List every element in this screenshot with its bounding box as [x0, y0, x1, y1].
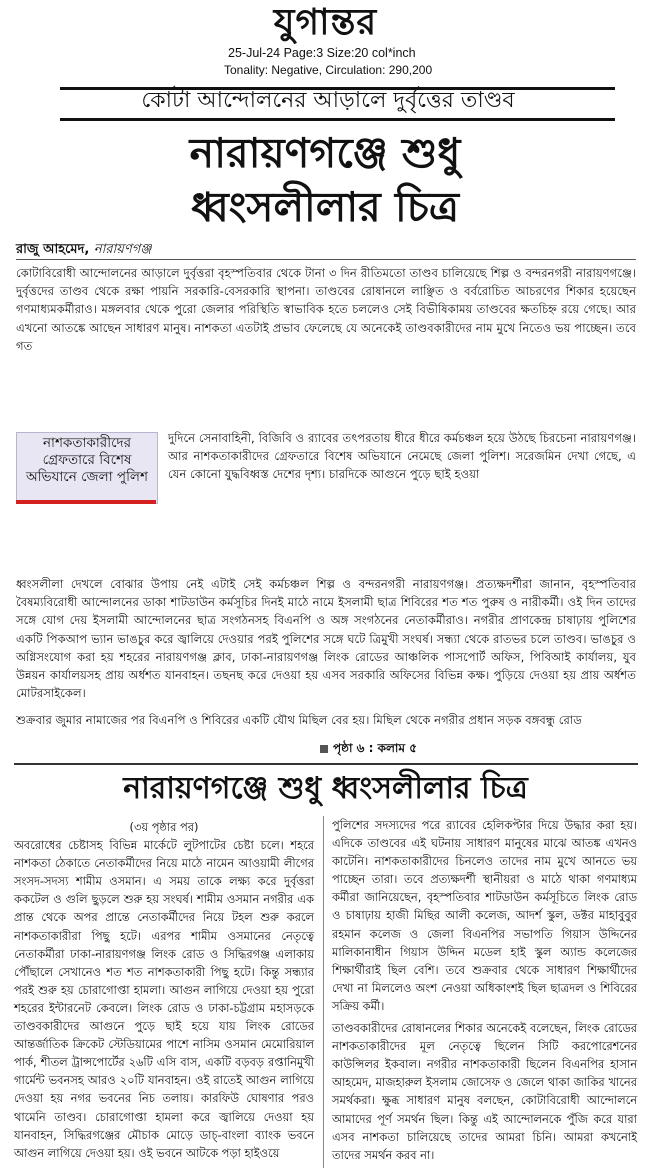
- newspaper-masthead: যুগান্তর: [273, 1, 378, 43]
- pull-quote-box: নাশকতাকারীদের গ্রেফতারে বিশেষ অভিযানে জেলা পুলিশ: [16, 432, 158, 504]
- continuation-headline: নারায়ণগঞ্জে শুধু ধ্বংসলীলার চিত্র: [123, 771, 528, 806]
- section-divider: [14, 763, 638, 765]
- clipping-meta-tonality: Tonality: Negative, Circulation: 290,200: [224, 63, 433, 77]
- column-divider: [323, 816, 324, 1168]
- pull-quote-red-rule: [16, 500, 156, 504]
- headline-line-2: ধ্বংসলীলার চিত্র: [190, 183, 459, 231]
- clipping-meta-date: 25-Jul-24 Page:3 Size:20 col*inch: [228, 46, 416, 60]
- byline: [16, 240, 151, 261]
- continuation-left-column: [14, 818, 314, 1162]
- byline-location: নারায়ণগঞ্জ: [93, 242, 152, 257]
- byline-rule: [16, 259, 636, 260]
- continuation-from-page: (৩য় পৃষ্ঠার পর): [129, 820, 199, 834]
- article-paragraph-3: ধ্বংসলীলা দেখলে বোঝার উপায় নেই এটাই সেই কর্মচঞ্চল শিল্প ও বন্দরনগরী নারায়ণগঞ্জ। প্রত্যক্ষদর্শীরা জানান, বৃহস্পতিবার বৈষম্যবিরোধী আন্দোলনের ডাকা শাটডাউন কর্মসূচির দিনই মাঠে নামে ইসলামী ছাত্র শিবিরের শত শত পুরুষ ও নারীকর্মী। ওই দিন তাদের সঙ্গে যোগ দেয় ইসলামী আন্দোলনের ছাত্র সংগঠনসহ বিএনপি ও অঙ্গ সংগঠনের নেতাকর্মীরাও। নগরীর প্রাণকেন্দ্র চাষাঢ়ায় পুলিশের একটি পিকআপ ভ্যান ভাঙচুর করে জ্বালিয়ে দেওয়ার পরই পুলিশের সঙ্গে ঘটে ত্রিমুখী সংঘর্ষ। সন্ধ্যা থেকে রাতভর চলে তাণ্ডব। ভাঙচুর ও অগ্নিসংযোগ করা হয় শহরের নারায়ণগঞ্জ ক্লাব, ঢাকা-নারায়ণগঞ্জ লিংক রোডের আঞ্চলিক পাসপোর্ট অফিস, পিবিআই কার্যালয়, যুব উন্নয়ন কার্যালয়সহ প্রায় অর্ধশত যানবাহন। তছনছ করে দেওয়া হয় এসব সরকারি অফিসের বিভিন্ন কক্ষ। পুড়িয়ে দেওয়া হয় প্রায় অর্ধশত মোটরসাইকেল।: [16, 577, 636, 701]
- continuation-right-column: [332, 816, 637, 1164]
- kicker-bottom-rule: [60, 118, 615, 121]
- continuation-right-text-1: পুলিশের সদস্যদের পরে র‌্যাবের হেলিকপ্টার দিয়ে উদ্ধার করা হয়। এদিকে তাণ্ডবের এই ঘটনায় সাধারণ মানুষের মাঝে আতঙ্ক এখনও কাটেনি। নাশকতাকারীদের চিনলেও তাদের নাম মুখে আনতে ভয় পাচ্ছেন তারা। তবে প্রত্যক্ষদর্শী স্থানীয়রা ও মাঠে থাকা গণমাধ্যম কর্মীরা জানিয়েছেন, বৃহস্পতিবার শাটডাউন কর্মসূচিতে লিংক রোড ও চাষাঢ়ায় হাজী মিছির আলী কলেজ, আদর্শ স্কুল, ডক্টর মাহাবুবুর রহমান কলেজ ও জেলা বিএনপির সভাপতি গিয়াস উদ্দিনের মালিকানাধীন গিয়াস উদ্দিন মডেল হাই স্কুল অ্যান্ড কলেজের শিক্ষার্থীরাই ছিল বেশি। তবে শুক্রবার থেকে সাধারণ শিক্ষার্থীদের দেখা না মিললেও অংশ নেওয়া অধিকাংশই ছিল ছাত্রদল ও শিবিরের সক্রিয় কর্মী।: [332, 818, 637, 1013]
- article-paragraph-2: দুদিনে সেনাবাহিনী, বিজিবি ও র‌্যাবের তৎপরতায় ধীরে ধীরে কর্মচঞ্চল হয়ে উঠছে চিরচেনা নারায়ণগঞ্জ। আর নাশকতাকারীদের গ্রেফতারে বিশেষ অভিযানে নেমেছে জেলা পুলিশ। সরেজমিন দেখা গেছে, এ যেন কোনো যুদ্ধবিধ্বস্ত দেশের দৃশ্য। চারদিকে আগুনে পুড়ে ছাই হওয়া: [168, 431, 636, 482]
- byline-name: রাজু আহমেদ,: [16, 242, 90, 257]
- article-paragraph-1: কোটাবিরোধী আন্দোলনের আড়ালে দুর্বৃত্তরা বৃহস্পতিবার থেকে টানা ৩ দিন রীতিমতো তাণ্ডব চালিয়েছে শিল্প ও বন্দরনগরী নারায়ণগঞ্জে। দুর্বৃত্তদের তাণ্ডব থেকে রক্ষা পায়নি সরকারি-বেসরকারি স্থাপনা। তাণ্ডবের রোষানলে লাঞ্ছিত ও বর্বরোচিত আচরণের শিকার হয়েছেন গণমাধ্যমকর্মীরাও। মঙ্গলবার থেকে পুরো জেলার পরিস্থিতি স্বাভাবিক হতে চললেও সেই বিভীষিকাময় তাণ্ডবের ক্ষতচিহ্ন রয়ে গেছে। আর এখনো আতঙ্কে আছেন সাধারণ মানুষ। নাশকতা এতটাই প্রভাব ফেলেছে যে অনেকেই তাণ্ডবকারীদের নাম মুখে নিতেও ভয় পাচ্ছেন। তবে গত: [16, 266, 636, 353]
- article-kicker: কোটা আন্দোলনের আড়ালে দুর্বৃত্তের তাণ্ডব: [141, 88, 515, 113]
- jump-text: পৃষ্ঠা ৬ : কলাম ৫: [333, 741, 418, 755]
- article-paragraph-4: শুক্রবার জুমার নামাজের পর বিএনপি ও শিবিরের একটি যৌথ মিছিল বের হয়। মিছিল থেকে নগরীর প্রধান সড়ক বঙ্গবন্ধু রোড: [16, 713, 582, 727]
- headline-line-1: নারায়ণগঞ্জে শুধু: [189, 129, 461, 177]
- article-headline: [20, 126, 630, 234]
- continuation-right-text-2: তাণ্ডবকারীদের রোষানলের শিকার অনেকেই বলেছেন, লিংক রোডের নাশকতাকারীদের মূল নেতৃত্বে ছিলেন সিটি করপোরেশনের কাউন্সিলর ইকবাল। নগরীর নাশকতাকারী ছিলেন বিএনপির হাসান আহমেদ, মাজহারুল ইসলাম জোসেফ ও জেলে থাকা জাকির খানের সমর্থকরা। ক্ষুব্ধ সাধারণ মানুষ বলছেন, কোটাবিরোধী আন্দোলনে আমাদের পূর্ণ সমর্থন ছিল। কিন্তু এই আন্দোলনকে পুঁজি করে যারা এসব নাশকতা চালিয়েছে তাদের আমরা চিনি। আমরা কখনোই তাদের সমর্থন করব না।: [332, 1021, 637, 1162]
- square-bullet-icon: [320, 745, 328, 753]
- continuation-left-text: অবরোধের চেষ্টাসহ বিভিন্ন মার্কেটে লুটপাটের চেষ্টা চলে। শহরে নাশকতা ঠেকাতে নেতাকর্মীদের নিয়ে মাঠে নামেন আওয়ামী লীগের সংসদ-সদস্য শামীম ওসমান। এ সময় তাকে লক্ষ্য করে দুর্বৃত্তরা ককটেল ও গুলি ছুড়লে শুরু হয় সংঘর্ষ। শামীম ওসমান নগরীর এক প্রান্ত থেকে অপর প্রান্তে নেতাকর্মীদের নিয়ে টহল শুরু করলে নাশকতাকারীরা পিছু হটে। এরপর শামীম ওসমানের নেতৃত্বে নেতাকর্মীরা ঢাকা-নারায়ণগঞ্জ লিংক রোড ও সিদ্ধিরগঞ্জ এলাকায় পৌঁছালে সেখানেও শত শত নাশকতাকারী পিছু হটে। কিন্তু সন্ধ্যার পরই শুরু হয় চোরাগোপ্তা হামলা। আগুন লাগিয়ে দেওয়া হয় পুরো শহরের ইন্টারনেট কেবলে। লিংক রোড ও ঢাকা-চট্টগ্রাম মহাসড়কে তাণ্ডবকারীদের আগুনে পুড়ে ছাই হয়ে যায় লিংক রোডের আন্তর্জাতিক ক্রিকেট স্টেডিয়ামের পাশে নাসিম ওসমান মেমোরিয়াল পার্ক, শীতল ট্রান্সপোর্টের ২৬টি এসি বাস, একটি বড়বড় রপ্তানিমুখী গার্মেন্ট ভবনসহ আরও ২০টি যানবাহন। ওই রাতেই আগুন লাগিয়ে দেওয়া হয় নগর ভবনের নিচ তলায়। কারফিউ ঘোষণার পরও থামেনি তাণ্ডব। চোরাগোপ্তা হামলা করে জ্বালিয়ে দেওয়া হয় যানবাহন, সিদ্ধিরগঞ্জের মৌচাক মোড়ে ডাচ্-বাংলা ব্যাংক ভবনে আগুন লাগিয়ে দেওয়া হয়। ওই ভবনে আটকে পড়া হাইওয়ে: [14, 838, 314, 1160]
- jump-reference: [320, 740, 417, 760]
